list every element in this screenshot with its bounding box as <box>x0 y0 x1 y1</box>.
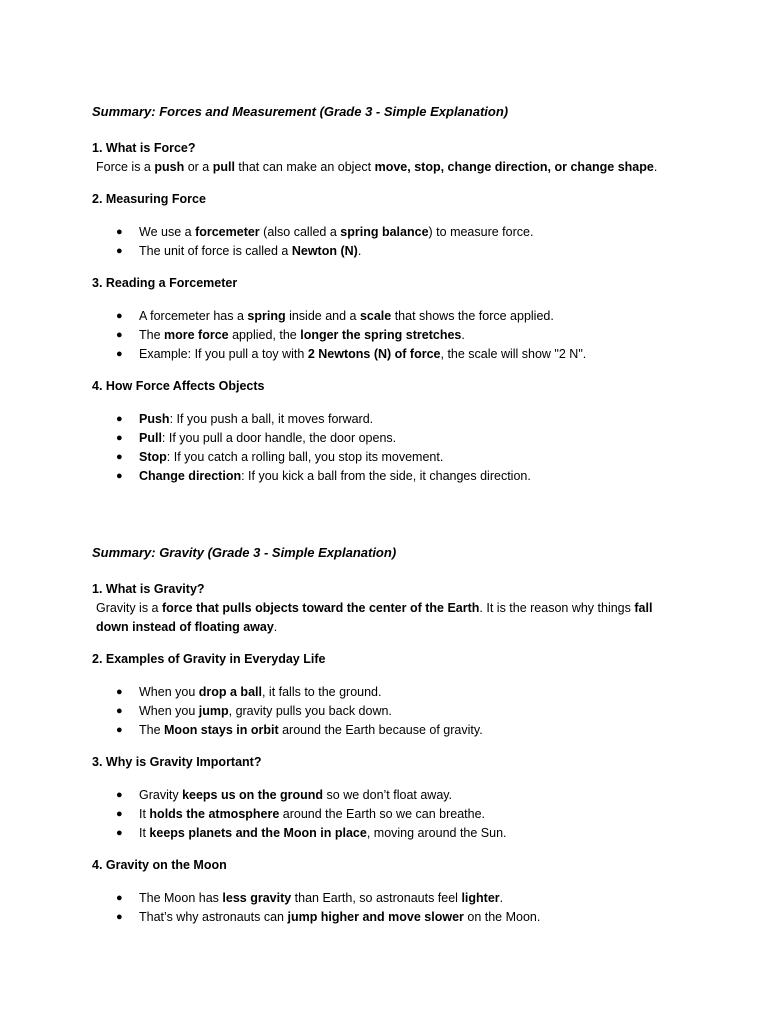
list-item <box>92 223 682 242</box>
bullet-icon: ● <box>116 892 123 904</box>
list-item <box>92 908 682 927</box>
bullet-icon: ● <box>116 329 123 341</box>
bullet-icon: ● <box>116 348 123 360</box>
bullet-icon: ● <box>116 432 123 444</box>
bullet-icon: ● <box>116 705 123 717</box>
reading-forcemeter-list <box>92 307 682 364</box>
bold-run: force that pulls objects toward the center of the Earth <box>162 601 480 615</box>
text-run: Example: If you pull a toy with <box>139 347 308 361</box>
bullet-icon: ● <box>116 724 123 736</box>
gravity-summary <box>92 543 682 940</box>
bold-run: spring <box>247 309 286 323</box>
list-item <box>92 786 682 805</box>
list-item <box>92 326 682 345</box>
text-run: on the Moon. <box>463 910 541 924</box>
text-run: Force is a <box>96 160 155 174</box>
measuring-force-heading: 2. Measuring Force <box>92 192 206 206</box>
bold-run: spring balance <box>340 225 429 239</box>
bullet-icon: ● <box>116 789 123 801</box>
forces-summary <box>92 102 682 499</box>
bullet-icon: ● <box>116 827 123 839</box>
bold-run: 2 Newtons (N) of force <box>307 347 441 361</box>
moon-gravity-list <box>92 889 682 927</box>
list-item <box>92 345 682 364</box>
bullet-icon: ● <box>116 245 123 257</box>
text-run: The Moon has <box>139 891 223 905</box>
bullet-icon: ● <box>116 911 123 923</box>
bullet-icon: ● <box>116 310 123 322</box>
bold-run: Stop <box>139 450 167 464</box>
gravity-importance-list <box>92 786 682 843</box>
bullet-icon: ● <box>116 226 123 238</box>
text-run: When you <box>139 704 199 718</box>
bold-run: Newton (N) <box>291 244 358 258</box>
text-run: When you <box>139 685 199 699</box>
list-item <box>92 410 682 429</box>
text-run: . <box>273 620 278 634</box>
gravity-definition-heading: 1. What is Gravity? <box>92 582 205 596</box>
forces-summary-title: Summary: Forces and Measurement (Grade 3 - Simple Explanation) <box>92 104 509 119</box>
force-effects-list <box>92 410 682 486</box>
text-run: A forcemeter has a <box>139 309 248 323</box>
bold-run: longer the spring stretches <box>300 328 462 342</box>
bold-run: keeps us on the ground <box>182 788 324 802</box>
text-run: . <box>357 244 362 258</box>
bold-run: forcemeter <box>195 225 260 239</box>
text-run: (also called a <box>259 225 341 239</box>
text-run: It <box>139 826 150 840</box>
bold-run: jump <box>198 704 229 718</box>
text-run: that shows the force applied. <box>391 309 554 323</box>
gravity-summary-title: Summary: Gravity (Grade 3 - Simple Explanation) <box>92 545 397 560</box>
bold-run: more force <box>164 328 229 342</box>
text-run: Gravity <box>139 788 183 802</box>
text-run: . It is the reason why things <box>479 601 635 615</box>
text-run: so we don’t float away. <box>323 788 453 802</box>
text-run: : If you push a ball, it moves forward. <box>169 412 374 426</box>
text-run: : If you pull a door handle, the door opens. <box>161 431 397 445</box>
bold-run: pull <box>212 160 235 174</box>
list-item <box>92 805 682 824</box>
reading-forcemeter-heading: 3. Reading a Forcemeter <box>92 276 238 290</box>
text-run: or a <box>184 160 213 174</box>
bold-run: Moon stays in orbit <box>164 723 279 737</box>
bold-run: fall down instead of floating away <box>96 601 653 634</box>
gravity-importance-heading: 3. Why is Gravity Important? <box>92 755 262 769</box>
text-run: The <box>139 328 165 342</box>
force-definition-text <box>92 158 682 177</box>
gravity-examples-list <box>92 683 682 740</box>
list-item <box>92 683 682 702</box>
text-run: . <box>653 160 658 174</box>
force-effects-heading: 4. How Force Affects Objects <box>92 379 265 393</box>
bold-run: keeps planets and the Moon in place <box>149 826 367 840</box>
bullet-icon: ● <box>116 808 123 820</box>
bullet-icon: ● <box>116 470 123 482</box>
text-run: It <box>139 807 150 821</box>
list-item <box>92 429 682 448</box>
list-item <box>92 824 682 843</box>
bold-run: drop a ball <box>198 685 262 699</box>
text-run: The unit of force is called a <box>139 244 292 258</box>
bullet-icon: ● <box>116 413 123 425</box>
text-run: around the Earth so we can breathe. <box>279 807 486 821</box>
list-item <box>92 242 682 261</box>
list-item <box>92 307 682 326</box>
text-run: inside and a <box>285 309 360 323</box>
text-run: , moving around the Sun. <box>366 826 507 840</box>
text-run: . <box>461 328 465 342</box>
gravity-examples-heading: 2. Examples of Gravity in Everyday Life <box>92 652 326 666</box>
text-run: We use a <box>139 225 196 239</box>
bullet-icon: ● <box>116 686 123 698</box>
measuring-force-list <box>92 223 682 261</box>
text-run: : If you kick a ball from the side, it changes direction. <box>241 469 531 483</box>
list-item <box>92 448 682 467</box>
bold-run: holds the atmosphere <box>149 807 280 821</box>
list-item <box>92 721 682 740</box>
text-run: around the Earth because of gravity. <box>278 723 483 737</box>
text-run: The <box>139 723 165 737</box>
text-run: that can make an object <box>234 160 375 174</box>
text-run: applied, the <box>228 328 301 342</box>
gravity-definition-text <box>92 599 682 637</box>
text-run: , it falls to the ground. <box>261 685 382 699</box>
bold-run: scale <box>359 309 392 323</box>
force-definition-heading: 1. What is Force? <box>92 141 196 155</box>
list-item <box>92 702 682 721</box>
list-item <box>92 467 682 486</box>
bold-run: Push <box>139 412 170 426</box>
bold-run: less gravity <box>222 891 292 905</box>
moon-gravity-heading: 4. Gravity on the Moon <box>92 858 227 872</box>
text-run: . <box>499 891 504 905</box>
text-run: ) to measure force. <box>428 225 534 239</box>
bold-run: move, stop, change direction, or change shape <box>374 160 654 174</box>
list-item <box>92 889 682 908</box>
text-run: Gravity is a <box>96 601 162 615</box>
bold-run: lighter <box>461 891 500 905</box>
bullet-icon: ● <box>116 451 123 463</box>
text-run: , the scale will show "2 N". <box>440 347 587 361</box>
text-run: That’s why astronauts can <box>139 910 288 924</box>
text-run: than Earth, so astronauts feel <box>291 891 462 905</box>
bold-run: jump higher and move slower <box>287 910 464 924</box>
bold-run: Change direction <box>139 469 242 483</box>
text-run: , gravity pulls you back down. <box>228 704 392 718</box>
bold-run: Pull <box>139 431 162 445</box>
bold-run: push <box>154 160 185 174</box>
text-run: : If you catch a rolling ball, you stop its movement. <box>166 450 444 464</box>
